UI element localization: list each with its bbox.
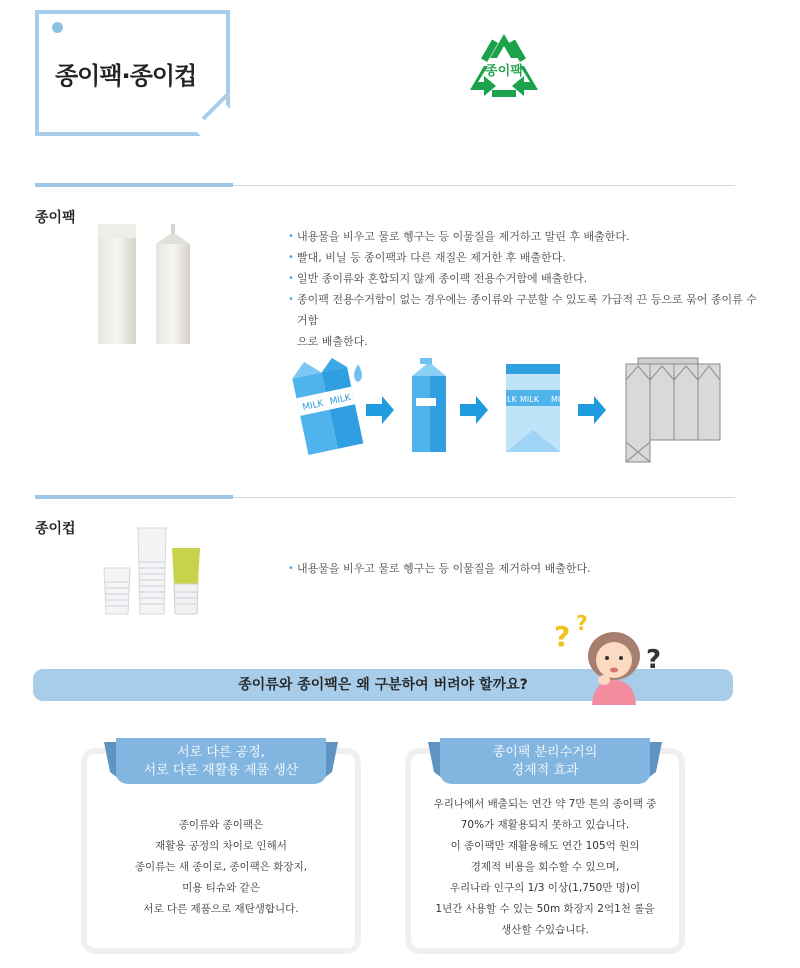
question-mark-icon: ? [554, 620, 571, 653]
arrow-icon [578, 396, 606, 424]
carton-label: MI [551, 395, 561, 404]
papercup-instructions [288, 558, 758, 579]
arrow-icon [366, 396, 394, 424]
section-label-paperpack: 종이팩 [35, 210, 76, 226]
carton-label: LK [507, 395, 517, 404]
instruction-item: • 내용물을 비우고 물로 헹구는 등 이물질을 제거하고 말린 후 배출한다. [288, 226, 758, 247]
card-body [411, 794, 679, 941]
instruction-item: • 일반 종이류와 혼합되지 않게 종이팩 전용수거함에 배출한다. [288, 268, 758, 289]
card-body-line: 종이류는 새 종이로, 종이팩은 화장지, [134, 861, 308, 873]
recycle-mark-icon [462, 30, 546, 110]
title-dot [52, 22, 63, 33]
recycle-mark-label: 종이팩 [485, 64, 523, 79]
section-label-papercup: 종이컵 [35, 521, 76, 537]
thinking-grandma-illustration [552, 610, 672, 709]
card-title-line: 경제적 효과 [511, 763, 579, 778]
arrow-icon [460, 396, 488, 424]
carton-label: MILK [520, 395, 539, 404]
card-body-line: 우리나라 인구의 1/3 이상(1,750만 명)이 [449, 882, 641, 894]
question-text: 종이류와 종이팩은 왜 구분하여 버려야 할까요? [238, 677, 528, 693]
carton-label: MILK [329, 393, 352, 408]
question-mark-icon: ? [576, 611, 588, 635]
paperpack-photo [90, 220, 210, 354]
card-body-line: 1년간 사용할 수 있는 50m 화장지 2억1천 롤을 [435, 903, 655, 915]
page-title: 종이팩·종이컵 [55, 62, 197, 90]
card-body-line: 경제적 비용을 회수할 수 있으며, [470, 861, 620, 873]
question-mark-icon: ? [646, 645, 662, 675]
instruction-item: • 빨대, 비닐 등 종이팩과 다른 재질은 제거한 후 배출한다. [288, 247, 758, 268]
card-body-line: 우리나에서 배출되는 연간 약 7만 톤의 종이팩 중 [433, 798, 657, 810]
card-body-line: 70%가 재활용되지 못하고 있습니다. [460, 819, 630, 831]
section-divider-accent [35, 183, 233, 187]
section-divider-accent [35, 495, 233, 499]
card-title [116, 744, 326, 780]
card-title-line: 종이팩 분리수거의 [492, 745, 598, 760]
water-drop-icon [354, 364, 362, 382]
instruction-item-continued: 으로 배출한다. [297, 335, 368, 348]
carton-label: MILK [301, 398, 325, 414]
card-body-line: 미용 티슈와 같은 [182, 882, 260, 894]
card-body [87, 815, 355, 920]
card-body-line: 생산할 수있습니다. [501, 924, 589, 936]
card-title [440, 744, 650, 780]
card-title-line: 서로 다른 공정, [177, 745, 265, 760]
instruction-item: • 종이팩 전용수거함이 없는 경우에는 종이류와 구분할 수 있도록 가급적 끈 등으로 묶어 종이류 수거함 [288, 289, 758, 331]
carton-process-illustration [288, 352, 728, 471]
card-body-line: 재활용 공정의 차이로 인해서 [155, 840, 287, 852]
instruction-item: • 내용물을 비우고 물로 헹구는 등 이물질을 제거하여 배출한다. [288, 558, 758, 579]
papercup-photo [98, 522, 208, 621]
card-body-line: 종이류와 종이팩은 [178, 819, 264, 831]
card-body-line: 서로 다른 제품으로 재탄생합니다. [143, 903, 299, 915]
paperpack-instructions [288, 226, 758, 352]
card-body-line: 이 종이팩만 재활용해도 연간 105억 원의 [450, 840, 640, 852]
card-title-line: 서로 다른 재활용 제품 생산 [143, 763, 299, 778]
